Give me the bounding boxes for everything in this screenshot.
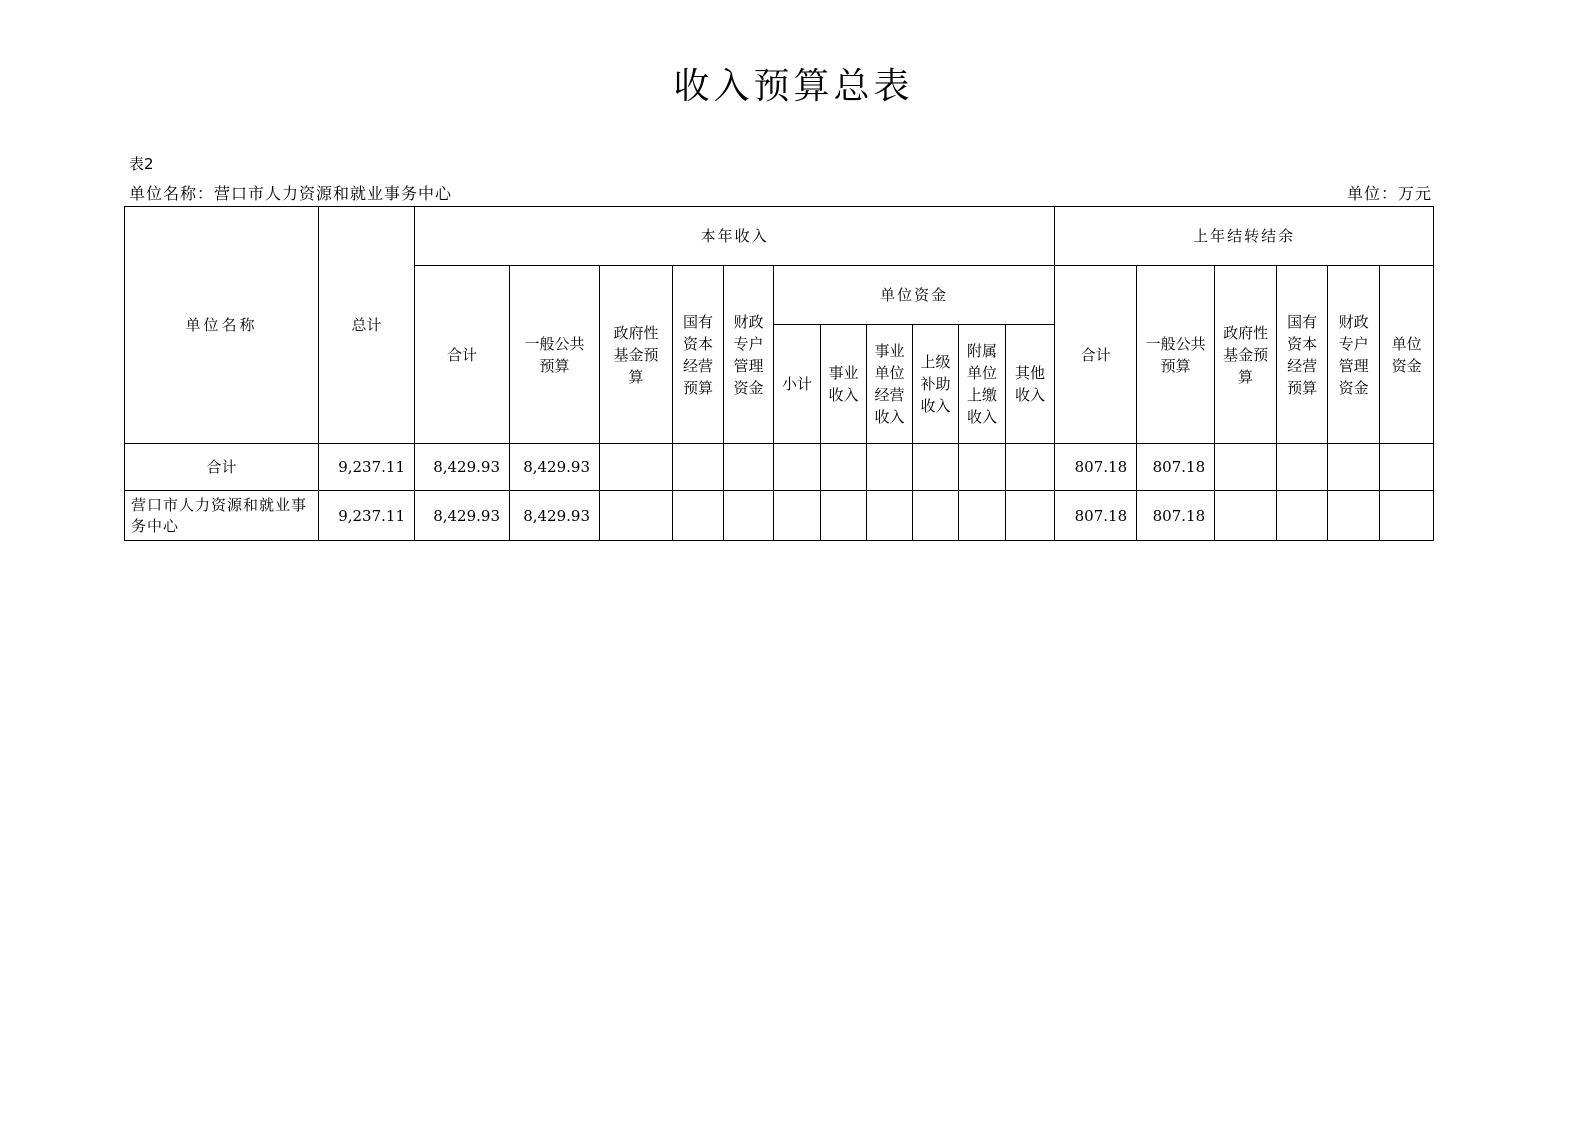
header-cy-general-budget: 一般公共预算 xyxy=(510,266,600,444)
header-current-year-income: 本年收入 xyxy=(415,207,1055,266)
row-cell-empty xyxy=(1380,491,1434,541)
header-uf-other-income: 其他收入 xyxy=(1006,325,1055,444)
header-uf-business-income: 事业收入 xyxy=(821,325,867,444)
row-cell-empty xyxy=(673,491,724,541)
row-cell-empty xyxy=(1215,444,1277,491)
header-uf-subtotal: 小计 xyxy=(774,325,821,444)
header-cy-state-capital-budget: 国有资本经营预算 xyxy=(673,266,724,444)
row-cell-empty xyxy=(959,444,1006,491)
row-cell-empty xyxy=(867,444,913,491)
table-row xyxy=(125,491,1434,541)
header-uf-subsidy-income: 上级补助收入 xyxy=(913,325,959,444)
unit-name-label: 单位名称：营口市人力资源和就业事务中心 xyxy=(129,184,453,203)
row-cy-total: 8,429.93 xyxy=(415,491,510,541)
row-cell-empty xyxy=(1328,444,1380,491)
header-cy-unit-funds: 单位资金 xyxy=(774,266,1055,325)
row-cy-general: 8,429.93 xyxy=(510,444,600,491)
row-cy-total: 8,429.93 xyxy=(415,444,510,491)
income-budget-table xyxy=(124,206,1434,541)
row-cell-empty xyxy=(600,491,673,541)
row-cell-empty xyxy=(867,491,913,541)
header-unit-name: 单位名称 xyxy=(125,207,319,444)
header-co-unit-funds: 单位资金 xyxy=(1380,266,1434,444)
header-cy-fiscal-special-funds: 财政专户管理资金 xyxy=(724,266,774,444)
header-cy-total: 合计 xyxy=(415,266,510,444)
row-cell-empty xyxy=(1277,444,1328,491)
row-cell-empty xyxy=(1277,491,1328,541)
header-co-total: 合计 xyxy=(1055,266,1137,444)
header-uf-affiliated-income: 附属单位上缴收入 xyxy=(959,325,1006,444)
header-total: 总计 xyxy=(319,207,415,444)
row-cy-general: 8,429.93 xyxy=(510,491,600,541)
row-cell-empty xyxy=(1380,444,1434,491)
row-cell-empty xyxy=(600,444,673,491)
row-co-total: 807.18 xyxy=(1055,444,1137,491)
row-cell-empty xyxy=(774,491,821,541)
row-cell-empty xyxy=(724,491,774,541)
row-name: 合计 xyxy=(125,444,319,491)
header-uf-operating-income: 事业单位经营收入 xyxy=(867,325,913,444)
currency-unit-label: 单位：万元 xyxy=(1346,184,1432,203)
row-cell-empty xyxy=(1006,491,1055,541)
header-co-fiscal-special-funds: 财政专户管理资金 xyxy=(1328,266,1380,444)
row-cell-empty xyxy=(1328,491,1380,541)
row-cell-empty xyxy=(673,444,724,491)
row-cell-empty xyxy=(913,491,959,541)
row-total: 9,237.11 xyxy=(319,491,415,541)
header-co-state-capital-budget: 国有资本经营预算 xyxy=(1277,266,1328,444)
row-co-total: 807.18 xyxy=(1055,491,1137,541)
header-co-gov-fund-budget: 政府性基金预算 xyxy=(1215,266,1277,444)
table-number: 表2 xyxy=(129,155,154,173)
row-co-general: 807.18 xyxy=(1137,444,1215,491)
row-cell-empty xyxy=(1215,491,1277,541)
row-total: 9,237.11 xyxy=(319,444,415,491)
table-row xyxy=(125,444,1434,491)
row-cell-empty xyxy=(774,444,821,491)
row-cell-empty xyxy=(724,444,774,491)
header-carryover: 上年结转结余 xyxy=(1055,207,1434,266)
header-cy-gov-fund-budget: 政府性基金预算 xyxy=(600,266,673,444)
header-co-general-budget: 一般公共预算 xyxy=(1137,266,1215,444)
row-cell-empty xyxy=(913,444,959,491)
page-title: 收入预算总表 xyxy=(673,66,914,107)
row-cell-empty xyxy=(959,491,1006,541)
row-cell-empty xyxy=(821,444,867,491)
row-co-general: 807.18 xyxy=(1137,491,1215,541)
row-name: 营口市人力资源和就业事务中心 xyxy=(125,491,319,541)
row-cell-empty xyxy=(821,491,867,541)
row-cell-empty xyxy=(1006,444,1055,491)
